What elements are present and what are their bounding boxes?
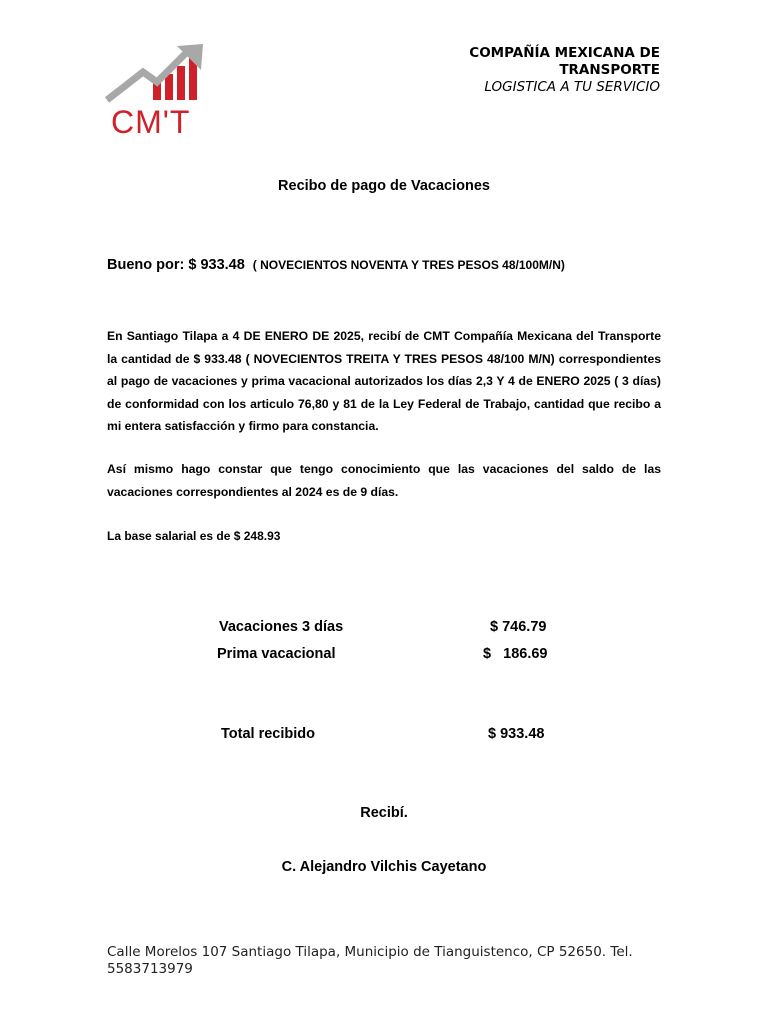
- document-title: Recibo de pago de Vacaciones: [278, 178, 490, 194]
- total-label: Total recibido: [221, 726, 315, 742]
- base-salary: La base salarial es de $ 248.93: [107, 529, 281, 543]
- company-header: [400, 45, 660, 96]
- total-amount: $ 933.48: [488, 726, 545, 742]
- vacaciones-amount: $ 746.79: [490, 619, 547, 635]
- signer-name: C. Alejandro Vilchis Cayetano: [281, 859, 487, 875]
- footer-address: Calle Morelos 107 Santiago Tilapa, Municipio de Tianguistenco, CP 52650. Tel. 5583713979: [107, 944, 633, 977]
- company-logo: [105, 44, 207, 136]
- logo-bar: [177, 66, 185, 100]
- logo-graphic: [105, 44, 207, 136]
- receipt-paragraph: En Santiago Tilapa a 4 DE ENERO DE 2025, recibí de CMT Compañía Mexicana del Transporte la cantidad de $ 933.48 ( NOVECIENTOS TREITA Y TRES PESOS 48/100 M/N) correspondientes al pago de vacaciones y prima vacacional autorizados los días 2,3 Y 4 de ENERO 2025 ( 3 días) de conformidad con los articulo 76,80 y 81 de la Ley Federal de Trabajo, cantidad que recibo a mi entera satisfacción y firmo para constancia.: [107, 329, 661, 433]
- bueno-por-line: [107, 257, 565, 273]
- prima-amount: $ 186.69: [483, 646, 548, 662]
- prima-label: Prima vacacional: [217, 646, 336, 662]
- logo-bar: [165, 74, 173, 100]
- bueno-por-words: ( NOVECIENTOS NOVENTA Y TRES PESOS 48/100M/N): [252, 258, 565, 272]
- bueno-por-amount: Bueno por: $ 933.48: [107, 257, 245, 273]
- vacaciones-label: Vacaciones 3 días: [219, 619, 344, 635]
- company-name: COMPAÑÍA MEXICANA DE TRANSPORTE: [469, 45, 660, 78]
- logo-arrow: [107, 50, 189, 100]
- vacation-balance-paragraph: Así mismo hago constar que tengo conocimiento que las vacaciones del saldo de las vacaciones correspondientes al 2024 es de 9 días.: [107, 462, 661, 499]
- logo-text: CM'T: [111, 104, 191, 136]
- company-slogan: LOGISTICA A TU SERVICIO: [484, 79, 660, 95]
- received-label: Recibí.: [360, 805, 408, 821]
